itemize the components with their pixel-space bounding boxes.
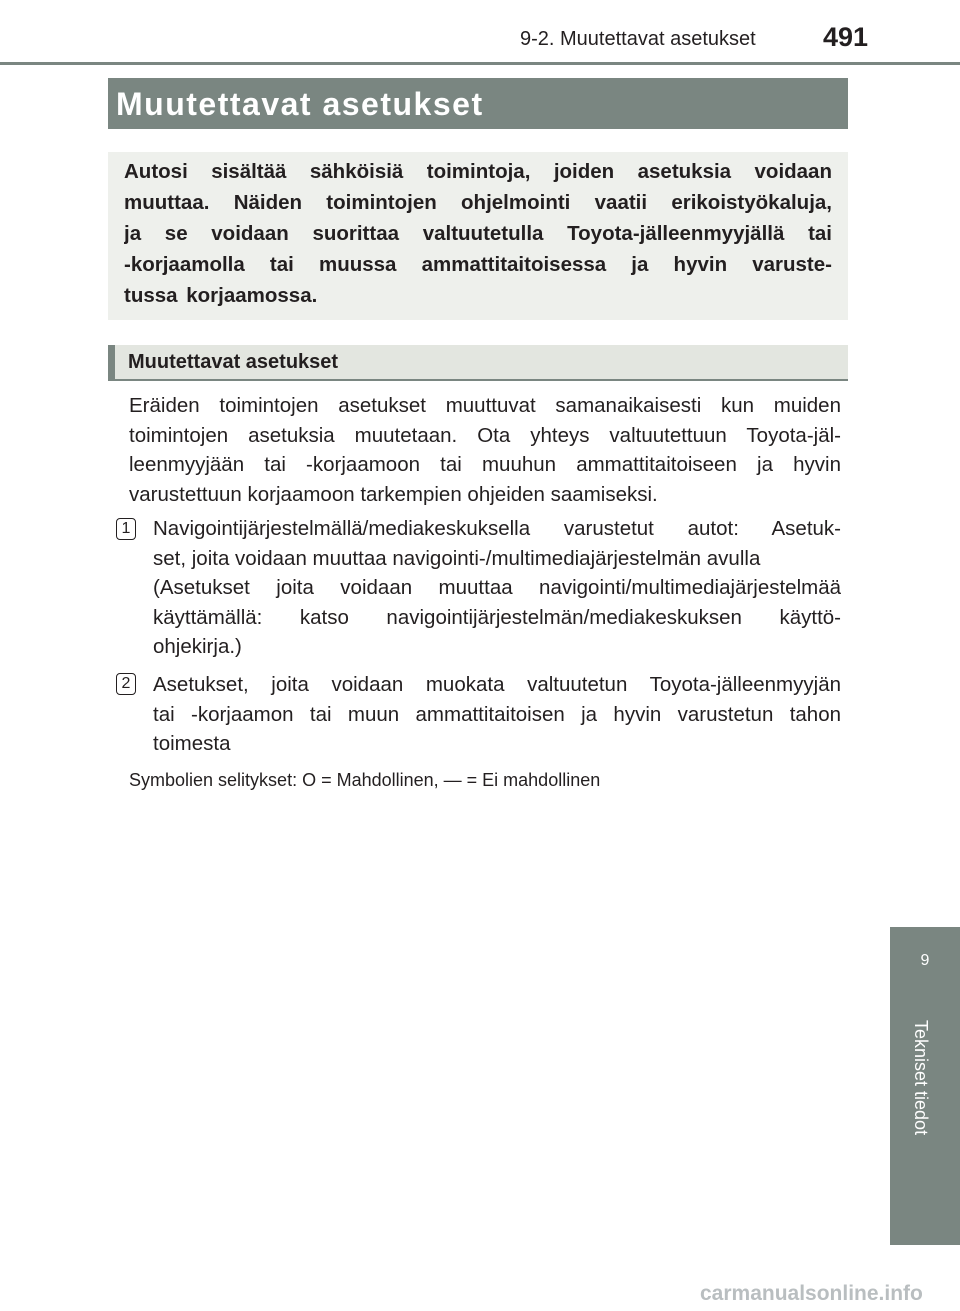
body-paragraph xyxy=(129,391,841,509)
list-item-line: Asetukset, joita voidaan muokata valtuutetun Toyota-jälleenmyyjän xyxy=(153,673,841,696)
intro-line: ja se voidaan suorittaa valtuutetulla Toyota-jälleenmyyjällä tai xyxy=(124,222,832,245)
item-number-badge: 1 xyxy=(116,518,136,540)
list-item-line: toimesta xyxy=(153,732,231,755)
body-line: varustettuun korjaamoon tarkempien ohjeiden saamiseksi. xyxy=(129,482,658,506)
page-number: 491 xyxy=(823,22,869,52)
list-item xyxy=(153,670,841,759)
symbols-legend: Symbolien selitykset: O = Mahdollinen, — = Ei mahdollinen xyxy=(129,770,601,790)
list-item xyxy=(153,514,841,662)
intro-line: tussa korjaamossa. xyxy=(124,284,318,307)
list-item-line: Navigointijärjestelmällä/mediakeskuksella varustetut autot: Asetuk- xyxy=(153,517,841,540)
section-title: Muutettavat asetukset xyxy=(116,86,484,122)
list-item-line: (Asetukset joita voidaan muuttaa navigointi/multimediajärjestelmää xyxy=(153,576,841,599)
list-item-line: set, joita voidaan muuttaa navigointi-/multimediajärjestelmän avulla xyxy=(153,546,761,570)
subheading-bar xyxy=(108,345,848,381)
subheading-accent xyxy=(108,345,115,379)
intro-line: -korjaamolla tai muussa ammattitaitoisessa ja hyvin varuste- xyxy=(124,253,832,276)
chapter-tab[interactable] xyxy=(890,927,960,1002)
body-line: leenmyyjään tai -korjaamoon tai muuhun ammattitaitoiseen ja hyvin xyxy=(129,453,841,476)
list-item-line: käyttämällä: katso navigointijärjestelmän/mediakeskuksen käyttö- xyxy=(153,605,841,629)
intro-box xyxy=(108,152,848,320)
body-line: Eräiden toimintojen asetukset muuttuvat samanaikaisesti kun muiden xyxy=(129,394,841,417)
intro-line: muuttaa. Näiden toimintojen ohjelmointi vaatii erikoistyökaluja, xyxy=(124,191,832,214)
header-rule xyxy=(0,62,960,65)
section-title-bar xyxy=(108,78,848,129)
body-line: toimintojen asetuksia muutetaan. Ota yhteys valtuutettuun Toyota-jäl- xyxy=(129,423,841,447)
list-item-line: ohjekirja.) xyxy=(153,635,242,658)
chapter-number: 9 xyxy=(920,952,930,969)
intro-line: Autosi sisältää sähköisiä toimintoja, joiden asetuksia voidaan xyxy=(124,160,832,183)
subheading: Muutettavat asetukset xyxy=(128,351,339,373)
item-number-badge: 2 xyxy=(116,673,136,695)
chapter-label: Tekniset tiedot xyxy=(911,1020,931,1136)
watermark: carmanualsonline.info xyxy=(700,1282,923,1305)
list-item-line: tai -korjaamon tai muun ammattitaitoisen ja hyvin varustetun tahon xyxy=(153,702,841,726)
chapter-side-strip xyxy=(890,1002,960,1245)
running-header-section: 9-2. Muutettavat asetukset xyxy=(520,28,756,50)
